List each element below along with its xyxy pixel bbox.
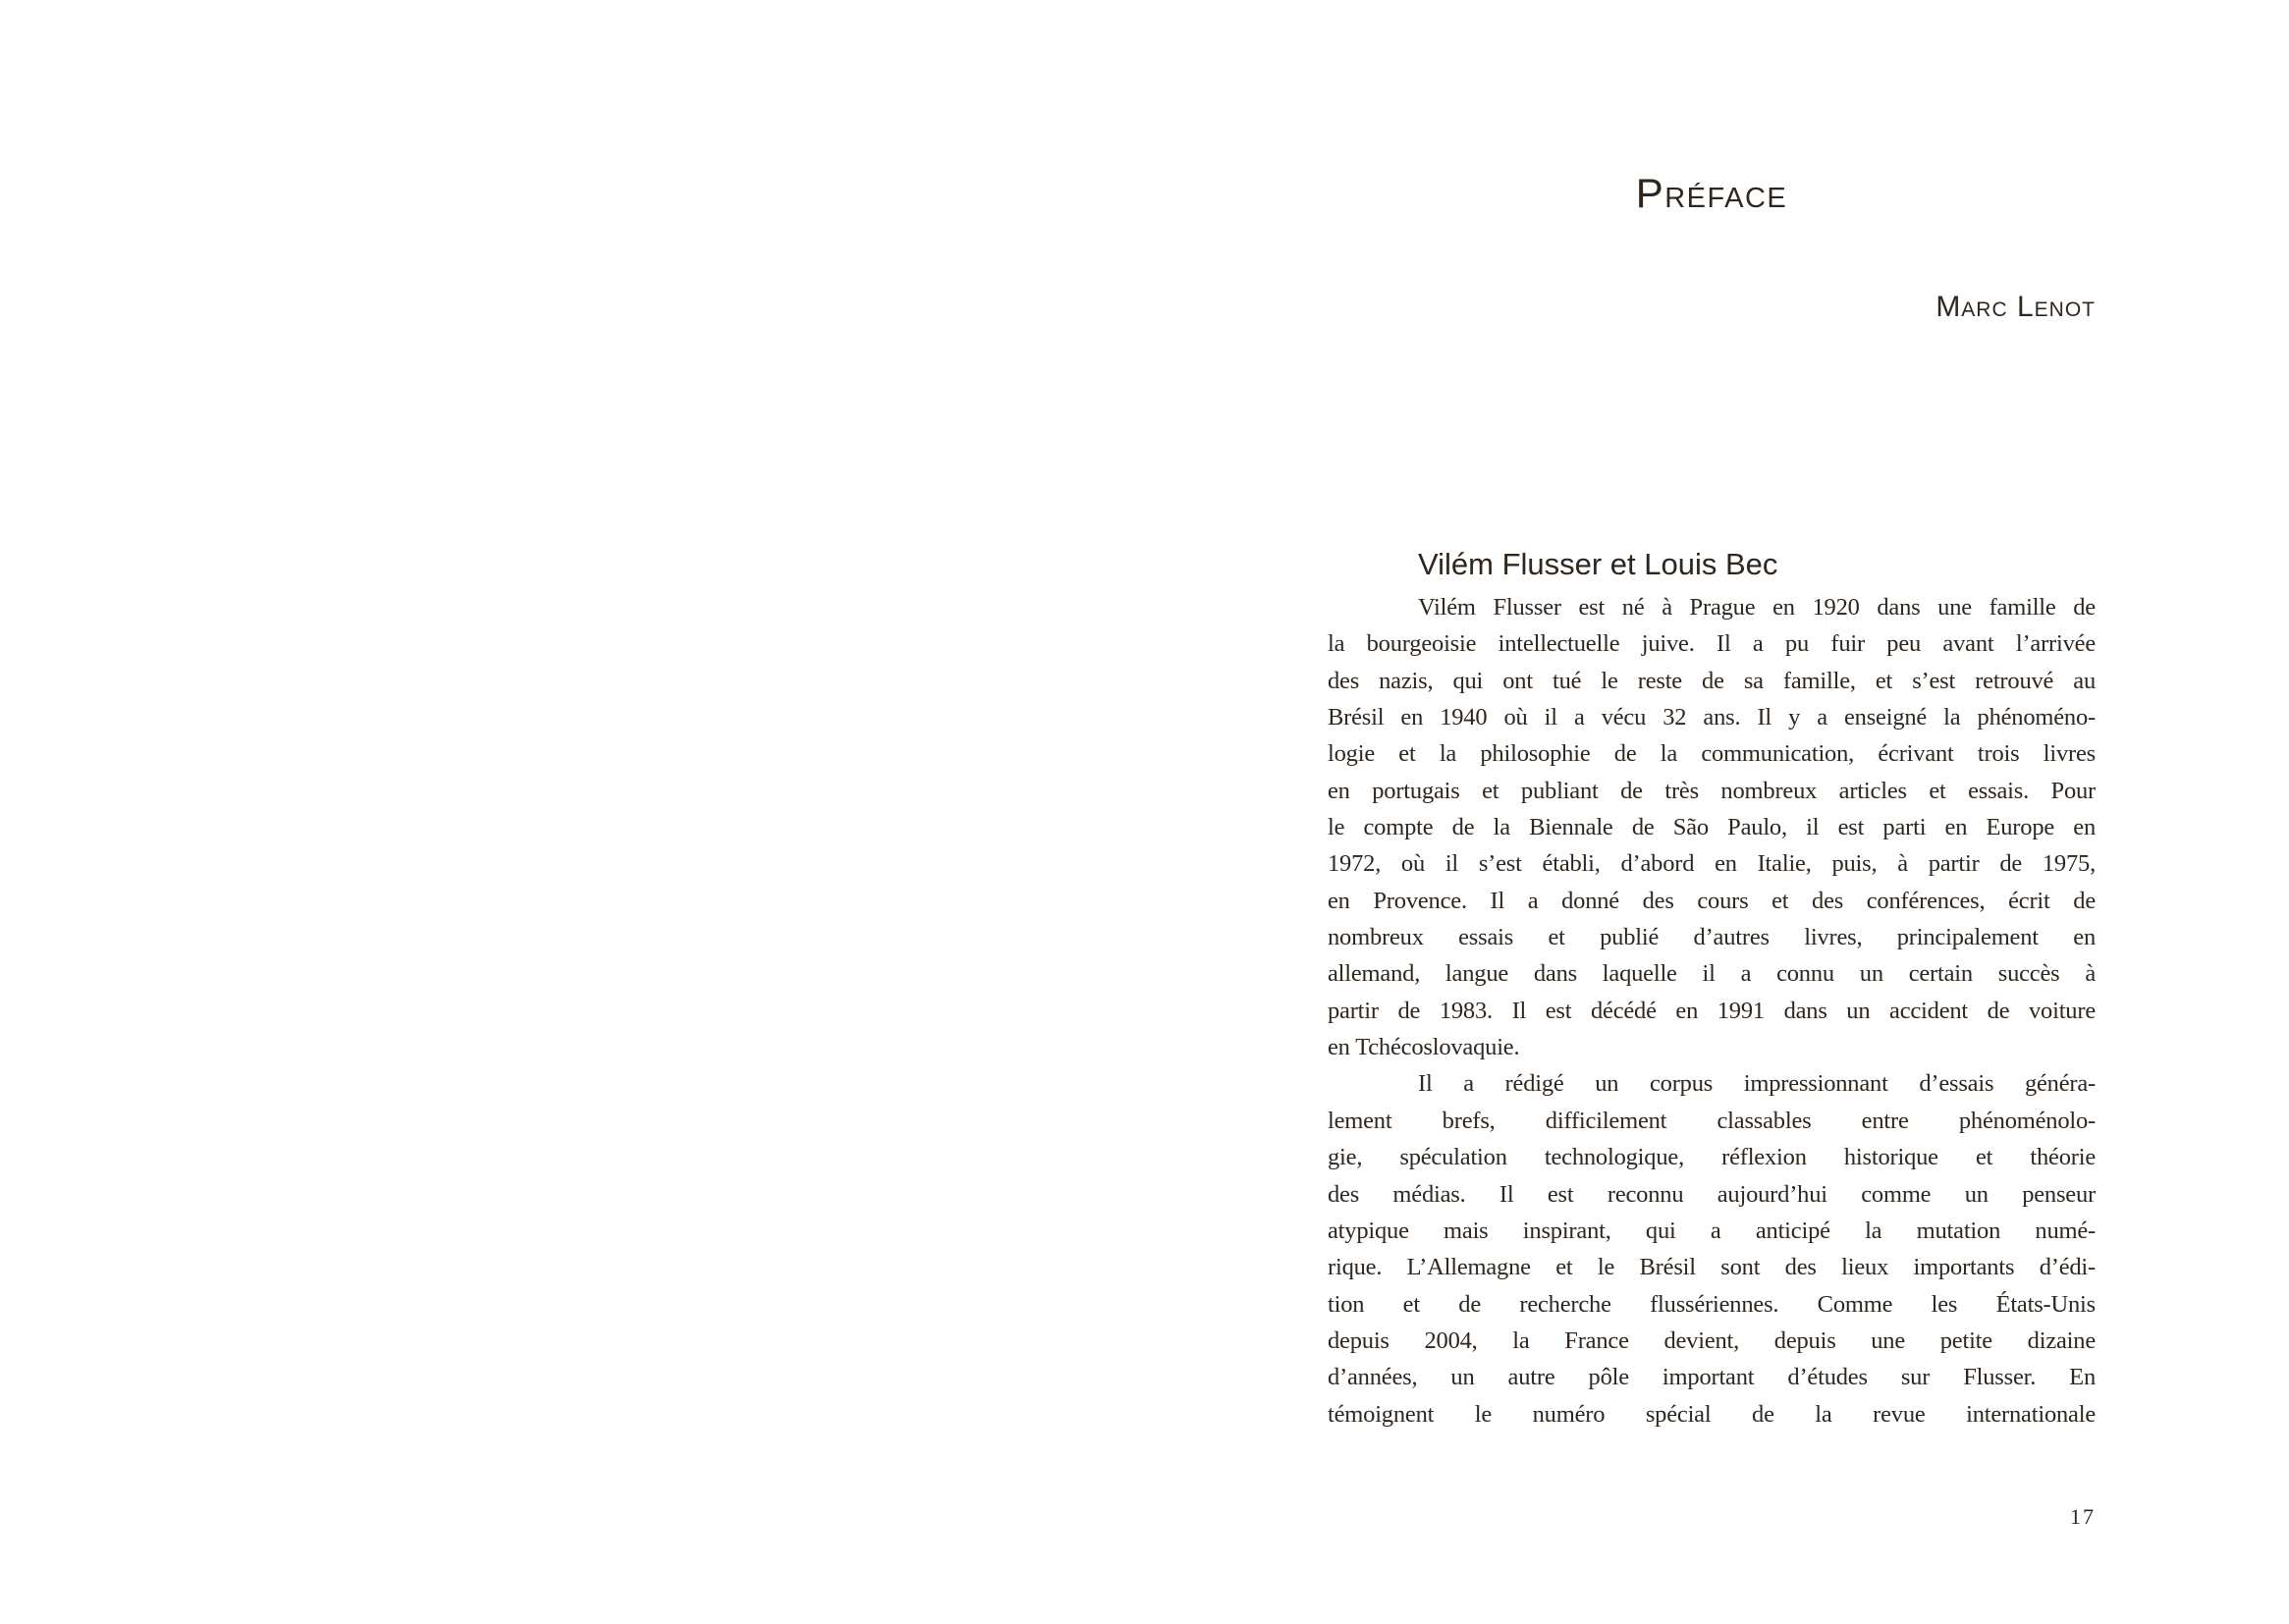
text-line: depuis 2004, la France devient, depuis une petite dizaine (1328, 1326, 2096, 1354)
page-title: Préface (1635, 170, 1788, 216)
text-line: d’années, un autre pôle important d’études sur Flusser. En (1328, 1364, 2096, 1391)
text-line: gie, spéculation technologique, réflexion historique et théorie (1328, 1144, 2096, 1171)
byline: Marc Lenot (1935, 291, 2096, 323)
text-line: logie et la philosophie de la communication, écrivant trois livres (1328, 740, 2096, 768)
section-heading: Vilém Flusser et Louis Bec (1418, 547, 1778, 581)
text-line: allemand, langue dans laquelle il a connu un certain succès à (1328, 960, 2096, 988)
text-line: le compte de la Biennale de São Paulo, il est parti en Europe en (1328, 814, 2096, 841)
text-line: rique. L’Allemagne et le Brésil sont des lieux importants d’édi- (1328, 1254, 2096, 1281)
page-number: 17 (2070, 1504, 2096, 1529)
text-line: lement brefs, difficilement classables entre phénoménolo- (1328, 1107, 2096, 1134)
text-line: atypique mais inspirant, qui a anticipé la mutation numé- (1328, 1217, 2096, 1244)
text-line: en portugais et publiant de très nombreux articles et essais. Pour (1328, 777, 2096, 804)
paragraph (1328, 1065, 2096, 1432)
text-line: Il a rédigé un corpus impressionnant d’essais généra- (1418, 1070, 2096, 1098)
text-line: partir de 1983. Il est décédé en 1991 dans un accident de voiture (1328, 997, 2096, 1024)
text-line: Brésil en 1940 où il a vécu 32 ans. Il y a enseigné la phénoméno- (1328, 704, 2096, 731)
text-line: en Provence. Il a donné des cours et des conférences, écrit de (1328, 887, 2096, 914)
text-line: des médias. Il est reconnu aujourd’hui comme un penseur (1328, 1180, 2096, 1208)
text-line: nombreux essais et publié d’autres livres, principalement en (1328, 924, 2096, 951)
text-line: tion et de recherche flussériennes. Comme les États-Unis (1328, 1290, 2096, 1318)
text-line: la bourgeoisie intellectuelle juive. Il a pu fuir peu avant l’arrivée (1328, 630, 2096, 658)
text-line: des nazis, qui ont tué le reste de sa famille, et s’est retrouvé au (1328, 667, 2096, 694)
body-paragraphs (1328, 589, 2096, 1433)
text-line: 1972, où il s’est établi, d’abord en Italie, puis, à partir de 1975, (1328, 850, 2096, 878)
text-block (1328, 546, 2096, 1433)
text-line: en Tchécoslovaquie. (1328, 1034, 1520, 1061)
paragraph (1328, 589, 2096, 1065)
text-line: témoignent le numéro spécial de la revue internationale (1328, 1400, 2096, 1428)
text-line: Vilém Flusser est né à Prague en 1920 dans une famille de (1418, 594, 2096, 621)
